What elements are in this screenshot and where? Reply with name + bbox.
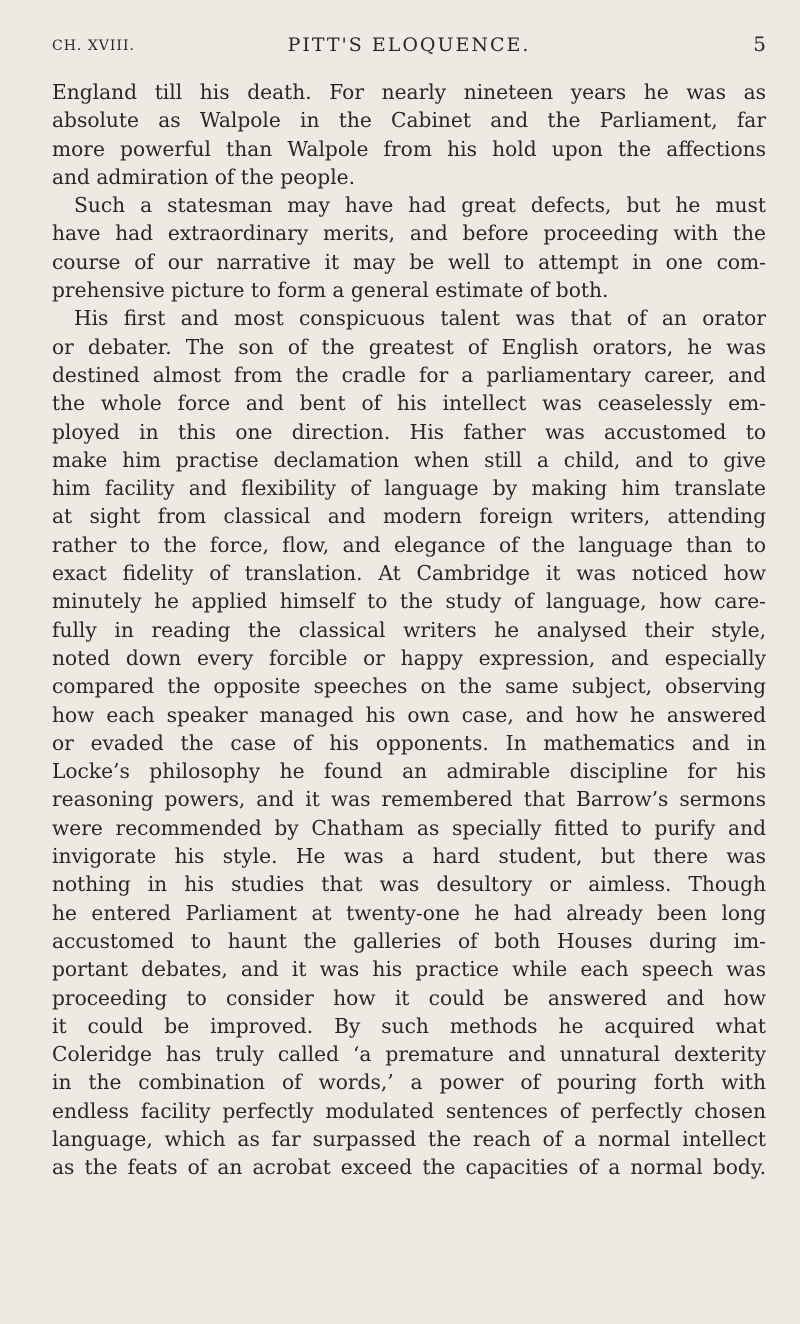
page-title: PITT'S ELOQUENCE. xyxy=(287,34,531,56)
text-line: make him practise declamation when still a child, and to give xyxy=(52,447,766,472)
text-line: how each speaker managed his own case, and how he answered xyxy=(52,702,766,727)
text-line: nothing in his studies that was desultory or aimless. Though xyxy=(52,872,766,897)
text-line: Such a statesman may have had great defects, but he must xyxy=(74,193,766,218)
text-line: he entered Parliament at twenty-one he had already been long xyxy=(52,900,766,925)
text-line: prehensive picture to form a general estimate of both. xyxy=(52,278,609,303)
text-line: in the combination of words,’ a power of pouring forth with xyxy=(52,1070,766,1095)
text-line: His first and most conspicuous talent was that of an orator xyxy=(74,306,766,331)
text-line: ployed in this one direction. His father was accustomed to xyxy=(52,419,766,444)
text-line: England till his death. For nearly nineteen years he was as xyxy=(52,80,766,104)
text-line: portant debates, and it was his practice while each speech was xyxy=(52,957,766,982)
text-line: as the feats of an acrobat exceed the capacities of a normal body. xyxy=(52,1155,766,1180)
text-line: course of our narrative it may be well to attempt in one com- xyxy=(52,249,766,274)
text-line: the whole force and bent of his intellect was ceaselessly em- xyxy=(52,391,766,416)
text-line: exact fidelity of translation. At Cambridge it was noticed how xyxy=(52,561,766,586)
text-line: proceeding to consider how it could be answered and how xyxy=(52,985,766,1010)
running-head xyxy=(52,32,766,60)
text-line: or evaded the case of his opponents. In mathematics and in xyxy=(52,730,766,755)
text-line: minutely he applied himself to the study of language, how care- xyxy=(52,589,766,614)
text-line: absolute as Walpole in the Cabinet and the Parliament, far xyxy=(52,108,766,133)
text-line: Coleridge has truly called ‘a premature and unnatural dexterity xyxy=(52,1042,766,1067)
text-line: rather to the force, flow, and elegance of the language than to xyxy=(52,532,766,557)
text-line: reasoning powers, and it was remembered that Barrow’s sermons xyxy=(52,787,766,812)
text-line: noted down every forcible or happy expression, and especially xyxy=(52,645,766,670)
text-line: it could be improved. By such methods he acquired what xyxy=(52,1013,766,1038)
text-line: or debater. The son of the greatest of English orators, he was xyxy=(52,334,766,359)
page-number: 5 xyxy=(753,32,766,56)
text-line: language, which as far surpassed the reach of a normal intellect xyxy=(52,1126,766,1151)
body-text xyxy=(52,78,766,1182)
text-line: endless facility perfectly modulated sentences of perfectly chosen xyxy=(52,1098,766,1123)
text-line: were recommended by Chatham as specially fitted to purify and xyxy=(52,815,766,840)
text-line: accustomed to haunt the galleries of both Houses during im- xyxy=(52,928,766,953)
text-line: compared the opposite speeches on the same subject, observing xyxy=(52,674,766,699)
text-line: him facility and flexibility of language by making him translate xyxy=(52,476,766,501)
text-line: fully in reading the classical writers he analysed their style, xyxy=(52,617,766,642)
text-line: at sight from classical and modern foreign writers, attending xyxy=(52,504,766,529)
text-line: have had extraordinary merits, and before proceeding with the xyxy=(52,221,766,246)
text-line: destined almost from the cradle for a parliamentary career, and xyxy=(52,362,766,387)
text-line: invigorate his style. He was a hard student, but there was xyxy=(52,844,766,869)
text-line: Locke’s philosophy he found an admirable discipline for his xyxy=(52,759,766,784)
text-line: more powerful than Walpole from his hold upon the affections xyxy=(52,136,766,161)
chapter-marker: CH. XVIII. xyxy=(52,38,135,54)
text-line: and admiration of the people. xyxy=(52,164,356,189)
